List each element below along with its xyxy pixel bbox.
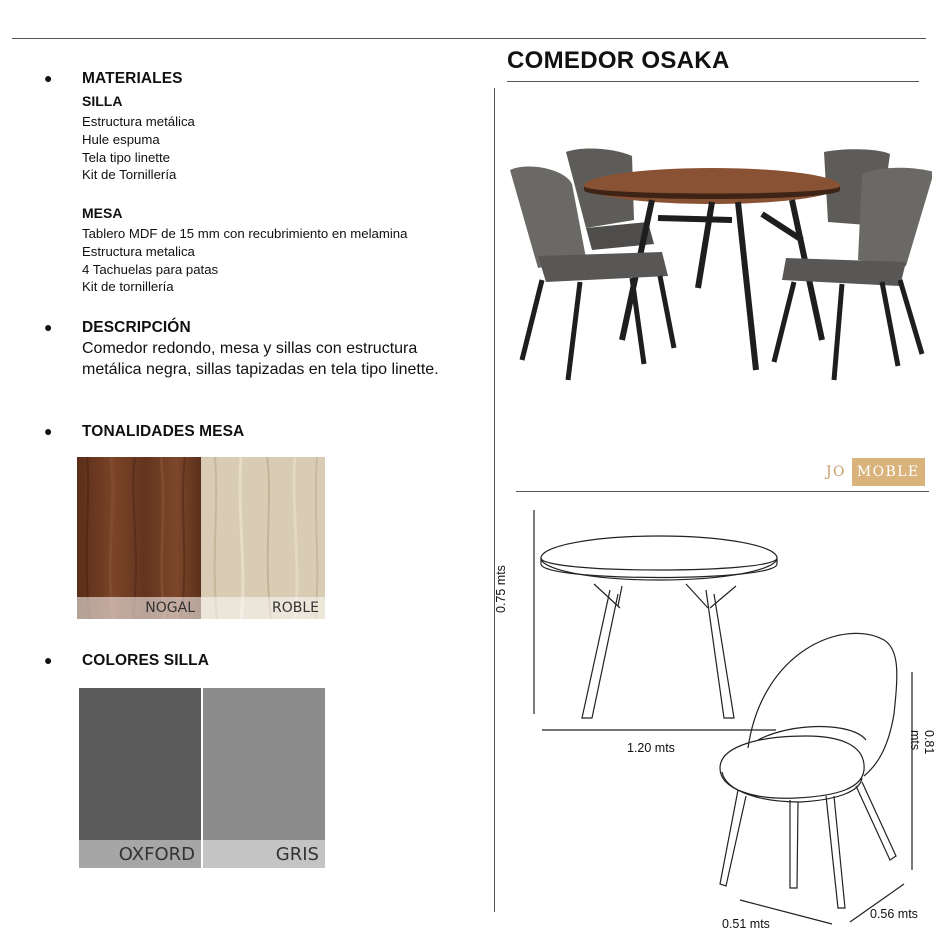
mesa-heading: MESA (82, 205, 123, 221)
nogal-wood-texture (77, 457, 201, 619)
brand-logo (826, 458, 925, 486)
chair-width-label: 0.51 mts (722, 917, 770, 931)
swatch-oxford[interactable] (79, 688, 201, 868)
table-tones-heading: TONALIDADES MESA (82, 423, 245, 440)
swatch-gris[interactable] (203, 688, 325, 868)
mesa-item: 4 Tachuelas para patas (82, 262, 219, 277)
chair-colors-heading: COLORES SILLA (82, 652, 210, 669)
silla-item: Kit de Tornillería (82, 167, 177, 182)
materials-heading: MATERIALES (82, 70, 183, 87)
mesa-item: Kit de tornillería (82, 279, 174, 294)
swatch-roble[interactable] (201, 457, 325, 619)
diagram-divider (516, 491, 929, 492)
swatch-label: ROBLE (201, 597, 325, 619)
brand-part2: MOBLE (852, 458, 925, 486)
dimension-diagram (500, 500, 930, 940)
dining-set-photo (502, 140, 932, 440)
mesa-item: Tablero MDF de 15 mm con recubrimiento en melamina (82, 226, 408, 241)
chair-depth-label: 0.56 mts (870, 907, 918, 921)
silla-item: Estructura metálica (82, 114, 195, 129)
bullet-chair-colors: ● (44, 652, 53, 668)
description-text: Comedor redondo, mesa y sillas con estructura metálica negra, sillas tapizadas en tela tipo linette. (82, 340, 439, 378)
bullet-description: ● (44, 319, 53, 335)
brand-part1: JO (826, 464, 846, 480)
chair-outline (720, 633, 897, 908)
title-underline (507, 81, 919, 82)
bullet-table-tones: ● (44, 423, 53, 439)
description-heading: DESCRIPCIÓN (82, 319, 191, 336)
silla-item: Tela tipo linette (82, 150, 170, 165)
swatch-nogal[interactable] (77, 457, 201, 619)
mesa-item: Estructura metalica (82, 244, 195, 259)
bullet-materials: ● (44, 70, 53, 86)
roble-wood-texture (201, 457, 325, 619)
table-height-label: 0.75 mts (494, 565, 508, 613)
chair-height-label: 0.81 mts (908, 730, 936, 755)
column-divider (494, 88, 495, 912)
swatch-label: OXFORD (79, 840, 201, 868)
table-legs-outline (582, 584, 736, 718)
silla-heading: SILLA (82, 93, 123, 109)
product-title: COMEDOR OSAKA (507, 47, 730, 74)
table-diameter-label: 1.20 mts (627, 741, 675, 755)
top-divider (12, 38, 926, 39)
swatch-label: NOGAL (77, 597, 201, 619)
swatch-label: GRIS (203, 840, 325, 868)
silla-item: Hule espuma (82, 132, 160, 147)
